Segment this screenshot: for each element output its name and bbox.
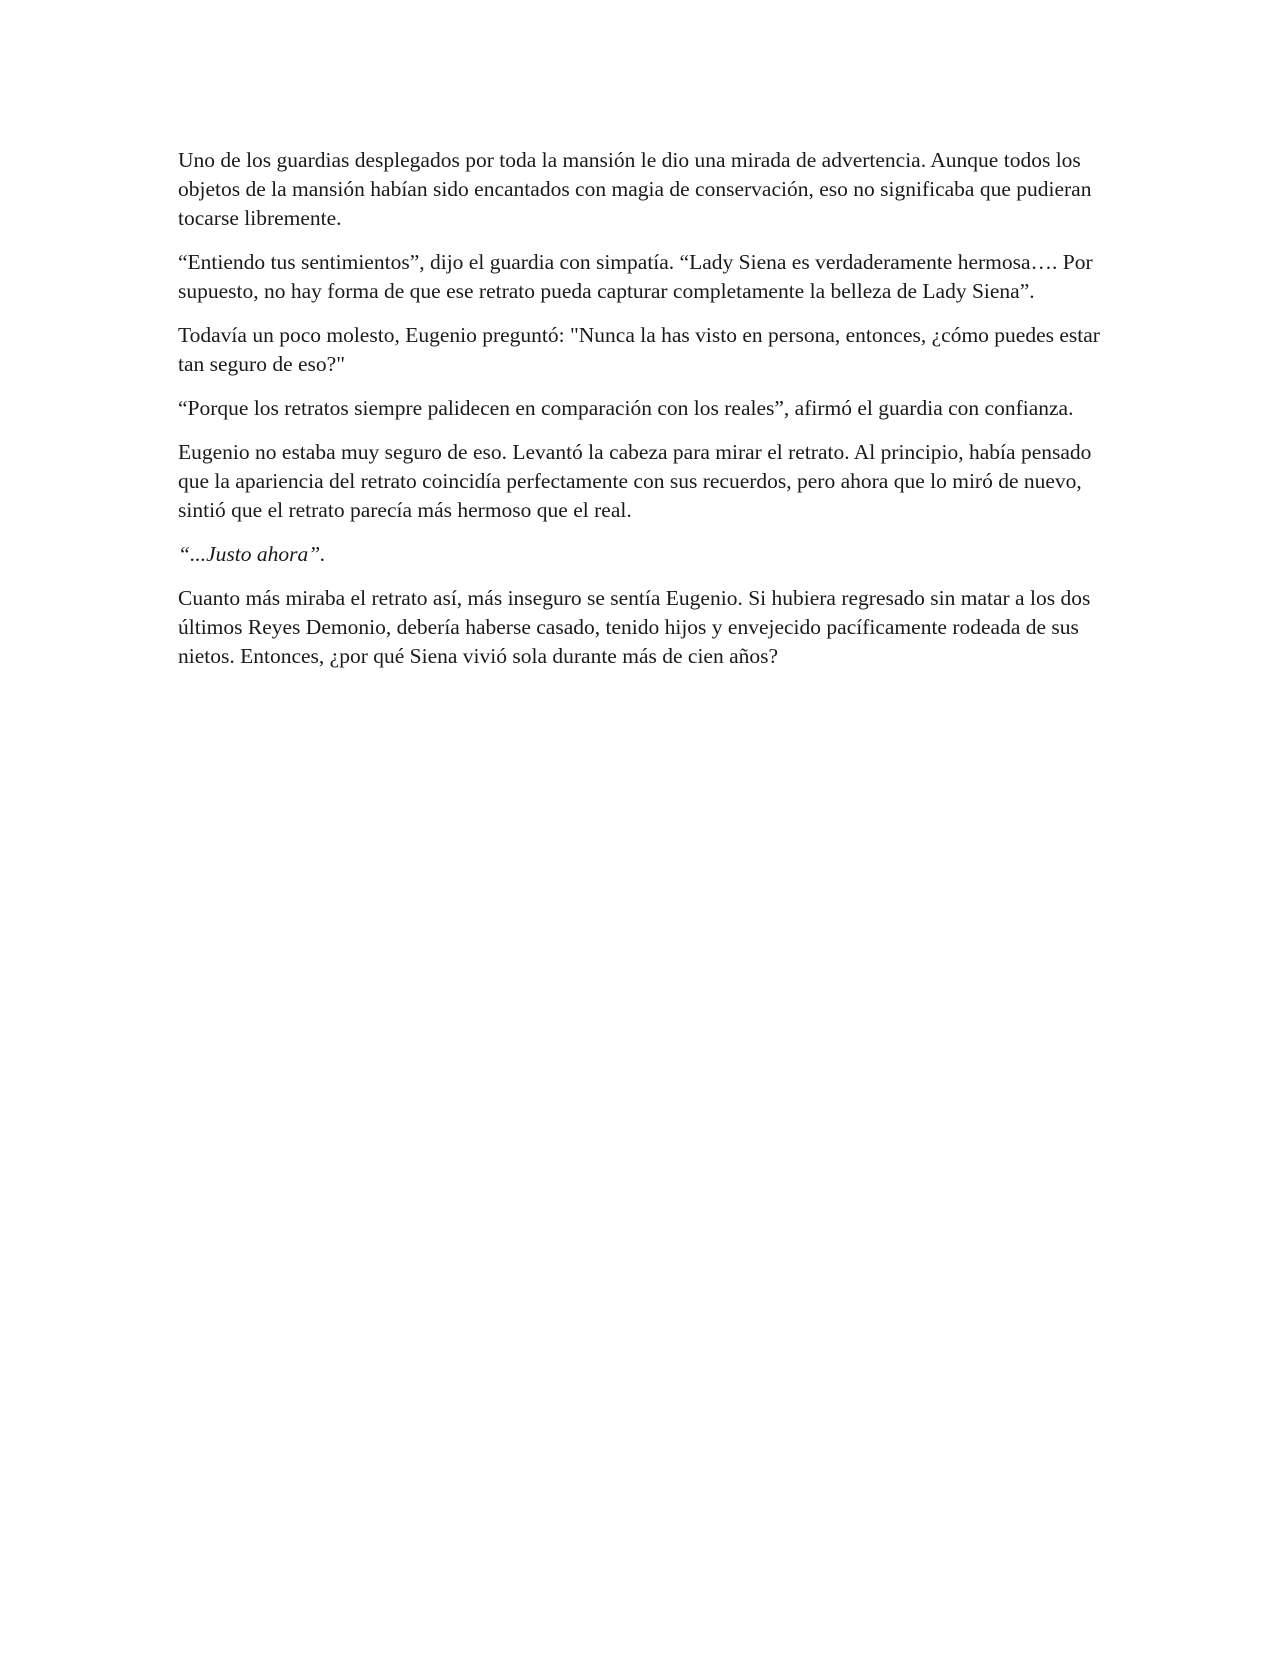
- paragraph-2: “Entiendo tus sentimientos”, dijo el guardia con simpatía. “Lady Siena es verdaderamente hermosa…. Por supuesto, no hay forma de que ese retrato pueda capturar completamente la belleza de Lady Siena”.: [178, 250, 1093, 303]
- paragraph-1: Uno de los guardias desplegados por toda la mansión le dio una mirada de advertencia. Aunque todos los objetos de la mansión habían sido encantados con magia de conservación, eso no significaba que pudieran tocarse libremente.: [178, 148, 1092, 230]
- paragraph-6-italic-thought: “...Justo ahora”.: [178, 542, 326, 566]
- paragraph-7: Cuanto más miraba el retrato así, más inseguro se sentía Eugenio. Si hubiera regresado sin matar a los dos últimos Reyes Demonio, debería haberse casado, tenido hijos y envejecido pacíficamente rodeada de sus nietos. Entonces, ¿por qué Siena vivió sola durante más de cien años?: [178, 586, 1091, 668]
- paragraph-5: Eugenio no estaba muy seguro de eso. Levantó la cabeza para mirar el retrato. Al principio, había pensado que la apariencia del retrato coincidía perfectamente con sus recuerdos, pero ahora que lo miró de nuevo, sintió que el retrato parecía más hermoso que el real.: [178, 440, 1092, 522]
- document-body: [178, 146, 1108, 686]
- paragraph-3: Todavía un poco molesto, Eugenio preguntó: "Nunca la has visto en persona, entonces, ¿cómo puedes estar tan seguro de eso?": [178, 323, 1100, 376]
- paragraph-4: “Porque los retratos siempre palidecen en comparación con los reales”, afirmó el guardia con confianza.: [178, 396, 1074, 420]
